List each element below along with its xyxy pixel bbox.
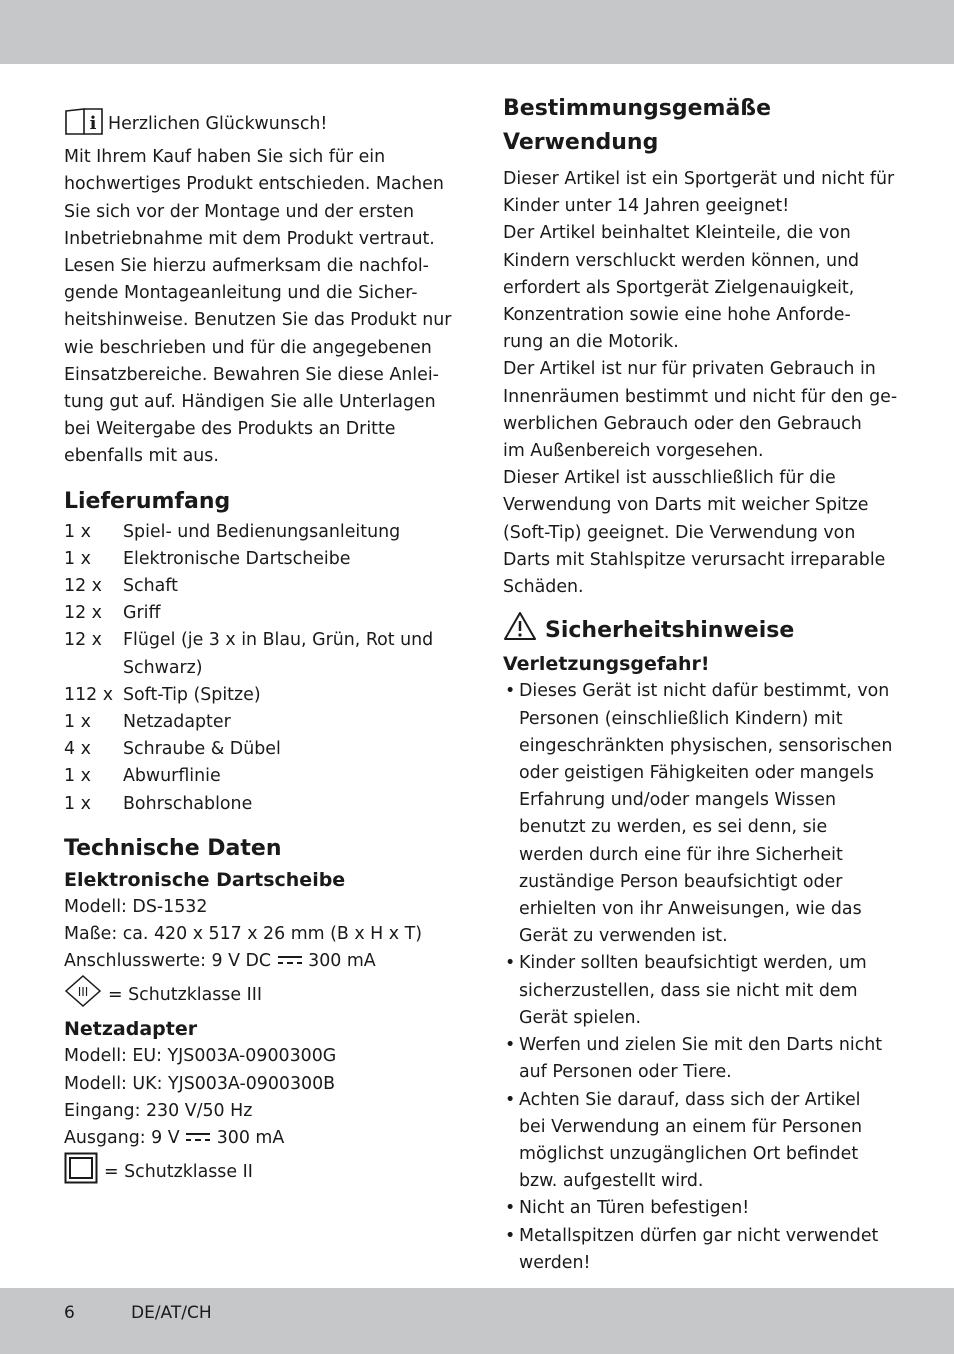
- list-item: [64, 573, 456, 600]
- power-suffix: 300 mA: [308, 951, 376, 972]
- item-qty: 1 x: [64, 548, 91, 569]
- item-text: Soft-Tip (Spitze): [123, 684, 261, 705]
- list-item: • Werfen und zielen Sie mit den Darts nicht auf Personen oder Tiere.: [503, 1032, 903, 1086]
- protection-class-ii: [64, 1152, 456, 1192]
- list-item: [64, 709, 456, 736]
- list-item: [64, 600, 456, 627]
- protection-iii-label: = Schutzklasse III: [108, 984, 262, 1005]
- item-text: Spiel- und Bedienungsanleitung: [123, 521, 401, 542]
- right-column: [503, 92, 903, 1277]
- protection-class-iii-icon: [64, 974, 108, 1017]
- verwendung-text: Dieser Artikel ist ein Sportgerät und nicht für Kinder unter 14 Jahren geeignet! Der Artikel beinhaltet Kleinteile, die von Kindern verschluckt werden können, und erfordert als Sportgerät Zielgenauigkeit, Konzentration sowie eine hohe Anforde- rung an die Motorik. Der Artikel ist nur für privaten Gebrauch in Innenräumen bestimmt und nicht für den ge- werblichen Gebrauch oder den Gebrauch im Außenbereich vorgesehen. Dieser Artikel ist ausschließlich für die Verwendung von Darts mit weicher Spitze (Soft-Tip) geeignet. Die Verwendung von Darts mit Stahlspitze verursacht irreparable Schäden.: [503, 169, 898, 598]
- item-text: Schaft: [123, 576, 178, 597]
- dartscheibe-dimensions: Maße: ca. 420 x 517 x 26 mm (B x H x T): [64, 924, 423, 945]
- list-item: • Metallspitzen dürfen gar nicht verwendet werden!: [503, 1223, 903, 1277]
- item-qty: 12 x: [64, 603, 102, 624]
- dartscheibe-model: Modell: DS-1532: [64, 896, 208, 917]
- list-item: • Dieses Gerät ist nicht dafür bestimmt, von Personen (einschließlich Kindern) mit eingeschränkten physischen, sensorischen oder geistigen Fähigkeiten oder mangels Erfahrung und/oder mangels Wissen benutzt zu werden, es sei denn, sie werden durch eine für ihre Sicherheit zuständige Person beaufsichtigt oder erhielten von ihr Anweisungen, wie das Gerät zu verwenden ist.: [503, 678, 903, 950]
- verwendung-heading: [503, 92, 903, 160]
- svg-text:i: i: [89, 113, 97, 134]
- verwendung-heading-line1: Bestimmungsgemäße: [503, 96, 772, 121]
- item-text: Bohrschablone: [123, 793, 253, 814]
- technische-daten-heading: Technische Daten: [64, 835, 282, 861]
- intro-paragraph: [64, 107, 456, 471]
- list-item: [64, 546, 456, 573]
- info-book-icon: [64, 107, 104, 144]
- list-item: • Achten Sie darauf, dass sich der Artikel bei Verwendung an einem für Personen möglichst unzugänglichen Ort befindet bzw. aufgestellt wird.: [503, 1087, 903, 1196]
- verwendung-heading-line2: Verwendung: [503, 130, 659, 155]
- dartscheibe-power: [64, 948, 456, 975]
- item-text: Elektronische Dartscheibe: [123, 548, 351, 569]
- netzadapter-input: Eingang: 230 V/50 Hz: [64, 1100, 253, 1121]
- region-label: DE/AT/CH: [131, 1303, 212, 1323]
- list-item: [64, 627, 456, 681]
- sicherheit-heading-row: [503, 611, 903, 650]
- item-qty: 12 x: [64, 576, 102, 597]
- item-text: Abwurflinie: [123, 766, 221, 787]
- sicherheit-heading: Sicherheitshinweise: [545, 617, 795, 643]
- list-item: [64, 682, 456, 709]
- header-bar: [0, 0, 954, 64]
- page-number: 6: [64, 1303, 75, 1323]
- item-text: Netzadapter: [123, 712, 231, 733]
- verletzungsgefahr-heading: Verletzungsgefahr!: [503, 653, 710, 676]
- dc-symbol-icon: [185, 1128, 211, 1148]
- intro-text: Mit Ihrem Kauf haben Sie sich für ein hochwertiges Produkt entschieden. Machen Sie sich vor der Montage und der ersten Inbetriebnahme mit dem Produkt vertraut. Lesen Sie hierzu aufmerksam die nachfol- gende Montageanleitung und die Sicher- heitshinweise. Benutzen Sie das Produkt nur wie beschrieben und für die angegebenen Einsatzbereiche. Bewahren Sie diese Anlei- tung gut auf. Händigen Sie alle Unterlagen bei Weitergabe des Produkts an Dritte ebenfalls mit aus.: [64, 147, 452, 467]
- sicherheit-list: [503, 678, 903, 1276]
- item-qty: 1 x: [64, 793, 91, 814]
- power-prefix: Anschlusswerte: 9 V DC: [64, 951, 272, 972]
- item-qty: 12 x: [64, 630, 102, 651]
- protection-ii-label: = Schutzklasse II: [104, 1161, 253, 1182]
- item-text: Schraube & Dübel: [123, 739, 281, 760]
- list-item: • Nicht an Türen befestigen!: [503, 1195, 903, 1222]
- item-qty: 112 x: [64, 684, 114, 705]
- output-prefix: Ausgang: 9 V: [64, 1128, 180, 1149]
- lieferumfang-list: [64, 519, 456, 818]
- list-item: • Kinder sollten beaufsichtigt werden, um sicherzustellen, dass sie nicht mit dem Gerät spielen.: [503, 950, 903, 1032]
- list-item: [64, 763, 456, 790]
- list-item: [64, 791, 456, 818]
- netzadapter-model-uk: Modell: UK: YJS003A-0900300B: [64, 1073, 336, 1094]
- netzadapter-output: [64, 1125, 456, 1152]
- output-suffix: 300 mA: [216, 1128, 285, 1149]
- item-qty: 1 x: [64, 766, 91, 787]
- lieferumfang-heading: Lieferumfang: [64, 488, 231, 514]
- item-text: Flügel (je 3 x in Blau, Grün, Rot und Schwarz): [123, 630, 434, 678]
- svg-text:III: III: [77, 984, 89, 999]
- item-qty: 1 x: [64, 712, 91, 733]
- netzadapter-heading: Netzadapter: [64, 1018, 198, 1041]
- dc-symbol-icon: [277, 951, 303, 971]
- warning-triangle-icon: [503, 611, 545, 650]
- left-column: [64, 107, 456, 1192]
- list-item: [64, 736, 456, 763]
- item-qty: 1 x: [64, 521, 91, 542]
- intro-greeting: Herzlichen Glückwunsch!: [108, 114, 328, 134]
- item-qty: 4 x: [64, 739, 91, 760]
- dartscheibe-heading: Elektronische Dartscheibe: [64, 868, 346, 891]
- item-text: Griff: [123, 603, 161, 624]
- protection-class-iii: [64, 975, 456, 1015]
- netzadapter-model-eu: Modell: EU: YJS003A-0900300G: [64, 1046, 337, 1067]
- list-item: [64, 519, 456, 546]
- protection-class-ii-icon: [64, 1152, 104, 1193]
